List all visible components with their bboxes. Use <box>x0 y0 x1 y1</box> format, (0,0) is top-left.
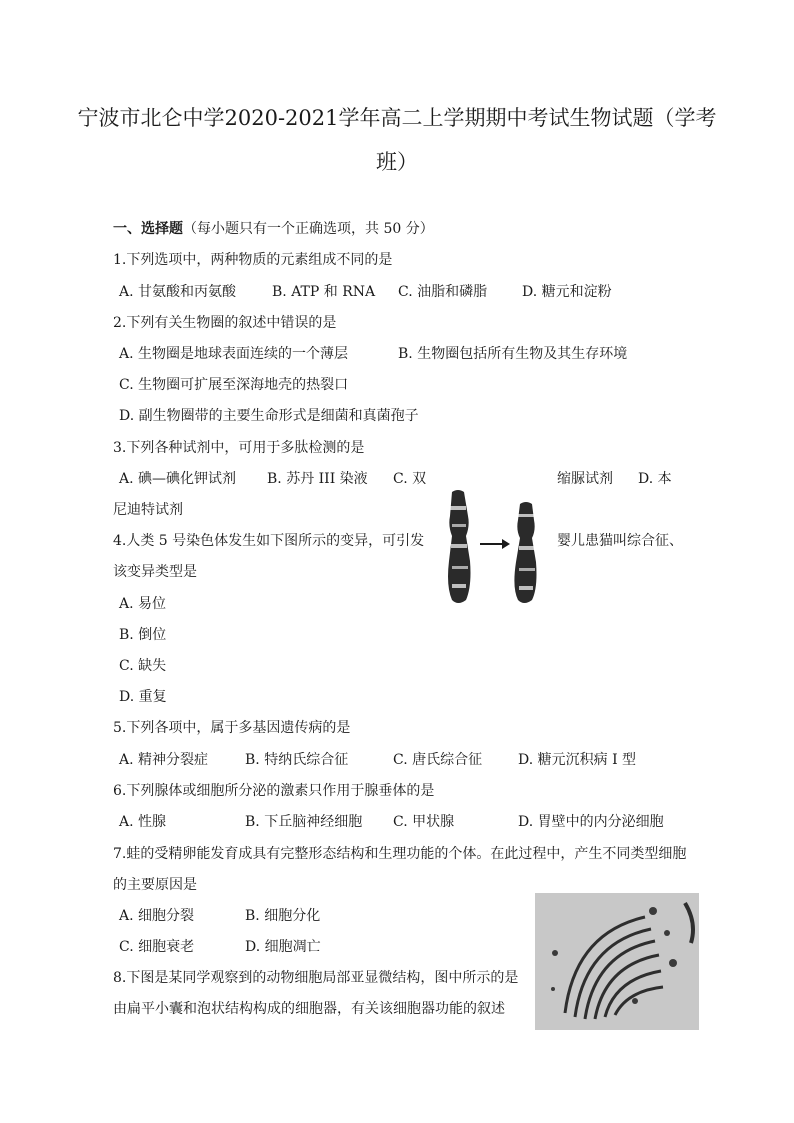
q4-stem-part2: 婴儿患猫叫综合征、 <box>557 533 683 549</box>
q4-stem-part3: 该变异类型是 <box>113 564 197 580</box>
q6-stem: 6.下列腺体或细胞所分泌的激素只作用于腺垂体的是 <box>113 783 435 799</box>
q3-option-b: B. 苏丹 III 染液 <box>267 471 368 487</box>
q7-stem-part2: 的主要原因是 <box>113 877 197 893</box>
q1-stem: 1.下列选项中，两种物质的元素组成不同的是 <box>113 252 393 268</box>
chromosome-figure <box>440 486 550 608</box>
q7-option-b: B. 细胞分化 <box>245 908 321 924</box>
q2-stem: 2.下列有关生物圈的叙述中错误的是 <box>113 315 337 331</box>
q2-option-b: B. 生物圈包括所有生物及其生存环境 <box>398 346 628 362</box>
section-heading-note: （每小题只有一个正确选项，共 50 分） <box>183 221 434 237</box>
q3-option-c-part1: C. 双 <box>393 471 427 487</box>
chromosome-normal <box>448 490 471 603</box>
q5-option-b: B. 特纳氏综合征 <box>245 752 349 768</box>
q6-option-d: D. 胃壁中的内分泌细胞 <box>518 814 664 830</box>
q7-stem-part1: 7.蛙的受精卵能发育成具有完整形态结构和生理功能的个体。在此过程中，产生不同类型细胞 <box>113 846 687 862</box>
q2-option-a: A. 生物圈是地球表面连续的一个薄层 <box>119 346 349 362</box>
q7-option-c: C. 细胞衰老 <box>119 939 195 955</box>
q5-option-c: C. 唐氏综合征 <box>393 752 483 768</box>
q5-option-d: D. 糖元沉积病 I 型 <box>518 752 637 768</box>
q6-option-b: B. 下丘脑神经细胞 <box>245 814 363 830</box>
q1-option-d: D. 糖元和淀粉 <box>522 284 612 300</box>
q7-option-a: A. 细胞分裂 <box>119 908 195 924</box>
q1-option-c: C. 油脂和磷脂 <box>398 284 488 300</box>
q3-option-d-part1: D. 本 <box>638 471 672 487</box>
q3-stem: 3.下列各种试剂中，可用于多肽检测的是 <box>113 440 365 456</box>
q4-option-c: C. 缺失 <box>119 658 167 674</box>
q4-option-b: B. 倒位 <box>119 627 167 643</box>
q3-option-a: A. 碘—碘化钾试剂 <box>119 471 237 487</box>
chromosome-variant <box>514 502 536 603</box>
q1-option-b: B. ATP 和 RNA <box>272 284 376 300</box>
section-heading <box>113 218 434 238</box>
page-title-line1: 宁波市北仑中学2020-2021学年高二上学期期中考试生物试题（学考 <box>77 106 717 130</box>
section-heading-label: 一、选择题 <box>113 221 183 237</box>
arrow-icon <box>480 539 510 549</box>
q6-option-a: A. 性腺 <box>119 814 167 830</box>
q2-option-d: D. 副生物圈带的主要生命形式是细菌和真菌孢子 <box>119 408 419 424</box>
q3-option-d-part2: 尼迪特试剂 <box>113 502 183 518</box>
q4-option-d: D. 重复 <box>119 689 167 705</box>
golgi-micrograph <box>535 893 699 1030</box>
q5-stem: 5.下列各项中，属于多基因遗传病的是 <box>113 720 351 736</box>
q7-option-d: D. 细胞凋亡 <box>245 939 321 955</box>
q5-option-a: A. 精神分裂症 <box>119 752 209 768</box>
q2-option-c: C. 生物圈可扩展至深海地壳的热裂口 <box>119 377 349 393</box>
q8-stem-part2: 由扁平小囊和泡状结构构成的细胞器，有关该细胞器功能的叙述 <box>113 1001 505 1017</box>
q6-option-c: C. 甲状腺 <box>393 814 455 830</box>
page-title-line2: 班） <box>376 150 418 174</box>
q4-option-a: A. 易位 <box>119 596 167 612</box>
q4-stem-part1: 4.人类 5 号染色体发生如下图所示的变异，可引发 <box>113 533 425 549</box>
q8-stem-part1: 8.下图是某同学观察到的动物细胞局部亚显微结构，图中所示的是 <box>113 970 519 986</box>
q3-option-c-part2: 缩脲试剂 <box>557 471 613 487</box>
q1-option-a: A. 甘氨酸和丙氨酸 <box>119 284 237 300</box>
